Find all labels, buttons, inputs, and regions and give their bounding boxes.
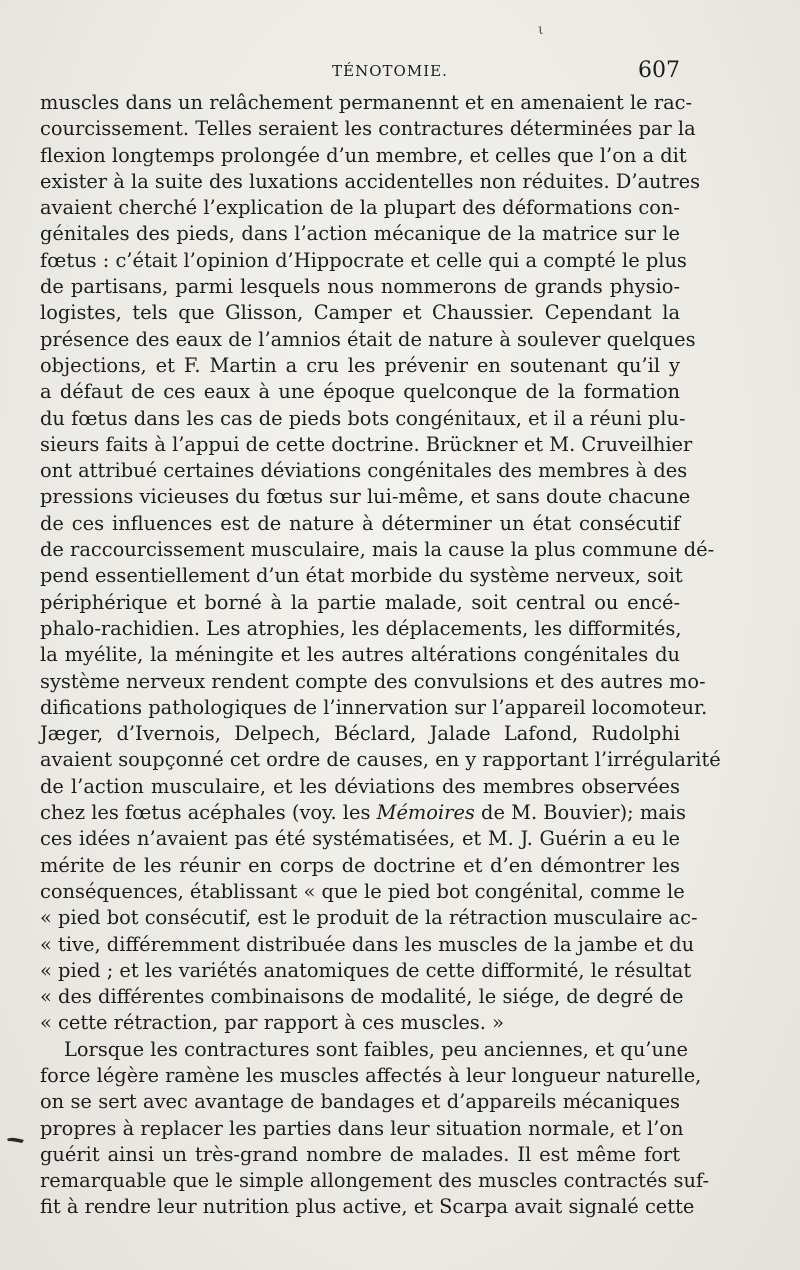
text-line: système nerveux rendent compte des convulsions et des autres mo-	[40, 669, 706, 693]
running-title: TÉNOTOMIE.	[332, 62, 448, 80]
text-line: ont attribué certaines déviations congénitales des membres à des	[40, 459, 688, 483]
text-line: propres à replacer les parties dans leur situation normale, et l’on	[40, 1116, 684, 1140]
text-line: muscles dans un relâchement permanennt et en amenaient le rac-	[40, 91, 693, 114]
text-line: Lorsque les contractures sont faibles, peu anciennes, et qu’une	[64, 1037, 688, 1061]
text-line: mérite de les réunir en corps de doctrine et d’en démontrer les	[40, 853, 680, 877]
text-line: logistes, tels que Glisson, Camper et Chaussier. Cependant la	[40, 301, 680, 325]
italic-title: Mémoires	[376, 801, 475, 825]
text-line: on se sert avec avantage de bandages et d’appareils mécaniques	[40, 1090, 680, 1114]
text-line: guérit ainsi un très-grand nombre de malades. Il est même fort	[40, 1142, 680, 1166]
text-line: avaient soupçonné cet ordre de causes, en y rapportant l’irrégularité	[40, 748, 721, 772]
running-head	[40, 58, 680, 88]
text-line: difications pathologiques de l’innervation sur l’appareil locomoteur.	[40, 695, 708, 719]
text-line: « des différentes combinaisons de modalité, le siége, de degré de	[40, 985, 684, 1009]
text-line: présence des eaux de l’amnios était de nature à soulever quelques	[40, 327, 696, 351]
text-line: Jæger, d’Ivernois, Delpech, Béclard, Jalade Lafond, Rudolphi	[40, 722, 680, 746]
text-line: « cette rétraction, par rapport à ces muscles. »	[40, 1011, 504, 1035]
text-line: exister à la suite des luxations accidentelles non réduites. D’autres	[40, 169, 701, 193]
text-line: ces idées n’avaient pas été systématisées, et M. J. Guérin a eu le	[40, 827, 680, 851]
text-line: pend essentiellement d’un état morbide du système nerveux, soit	[40, 564, 683, 588]
text-line: périphérique et borné à la partie malade, soit central ou encé-	[40, 590, 680, 614]
text-line: pressions vicieuses du fœtus sur lui-même, et sans doute chacune	[40, 485, 691, 509]
text-line: de ces influences est de nature à déterminer un état consécutif	[40, 511, 680, 535]
text-line: flexion longtemps prolongée d’un membre, et celles que l’on a dit	[40, 143, 687, 167]
text-line: de partisans, parmi lesquels nous nommerons de grands physio-	[40, 275, 680, 299]
text-line: sieurs faits à l’appui de cette doctrine. Brückner et M. Cruveilhier	[40, 432, 693, 456]
text-line: objections, et F. Martin a cru les prévenir en soutenant qu’il y	[40, 353, 680, 377]
corner-mark: ι	[538, 22, 544, 38]
page-number: 607	[638, 58, 680, 83]
text-segment: de M. Bouvier); mais	[474, 801, 686, 825]
text-line: « pied bot consécutif, est le produit de la rétraction musculaire ac-	[40, 906, 698, 930]
text-line: génitales des pieds, dans l’action mécanique de la matrice sur le	[40, 222, 680, 246]
text-line: a défaut de ces eaux à une époque quelconque de la formation	[40, 380, 680, 404]
text-line: conséquences, établissant « que le pied bot congénital, comme le	[40, 879, 685, 903]
text-line: remarquable que le simple allongement des muscles contractés suf-	[40, 1169, 710, 1193]
text-line: la myélite, la méningite et les autres altérations congénitales du	[40, 643, 680, 667]
text-line: du fœtus dans les cas de pieds bots congénitaux, et il a réuni plu-	[40, 406, 686, 430]
text-segment: chez les fœtus acéphales (voy. les	[40, 801, 371, 825]
body-text	[40, 90, 721, 1221]
ink-blot-icon	[6, 1134, 26, 1146]
text-line: fœtus : c’était l’opinion d’Hippocrate et celle qui a compté le plus	[40, 248, 687, 272]
text-line: de l’action musculaire, et les déviations des membres observées	[40, 774, 680, 798]
text-line-with-italic	[40, 800, 686, 826]
text-line: fit à rendre leur nutrition plus active, et Scarpa avait signalé cette	[40, 1195, 695, 1219]
text-line: courcissement. Telles seraient les contractures déterminées par la	[40, 117, 696, 141]
text-line: « tive, différemment distribuée dans les muscles de la jambe et du	[40, 932, 695, 956]
text-line: phalo-rachidien. Les atrophies, les déplacements, les difformités,	[40, 616, 682, 640]
text-line: « pied ; et les variétés anatomiques de cette difformité, le résultat	[40, 958, 692, 982]
text-line: force légère ramène les muscles affectés à leur longueur naturelle,	[40, 1063, 702, 1087]
text-line: de raccourcissement musculaire, mais la cause la plus commune dé-	[40, 538, 715, 562]
text-line: avaient cherché l’explication de la plupart des déformations con-	[40, 196, 680, 220]
